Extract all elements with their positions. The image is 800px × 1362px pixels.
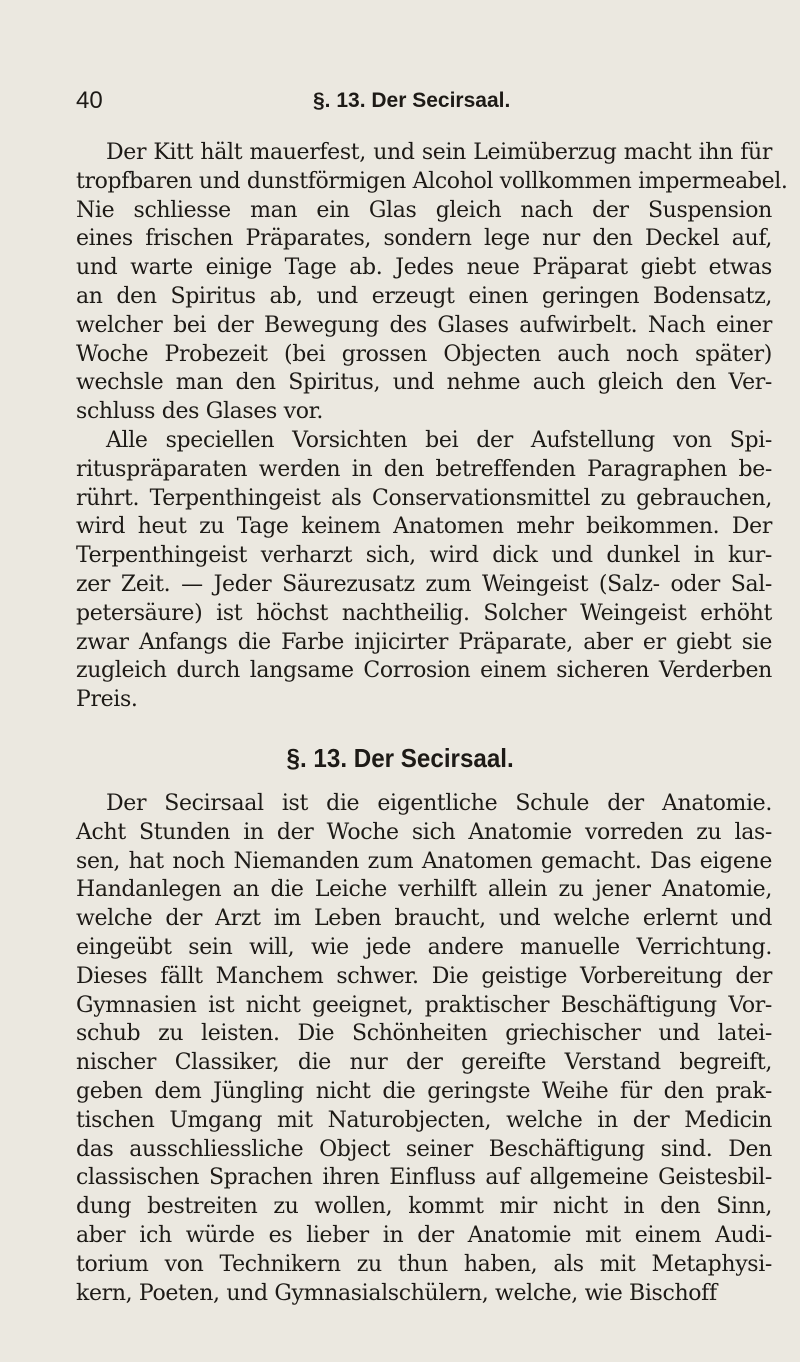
text-line: wechsle man den Spiritus, und nehme auch gleich den Ver- [76, 370, 772, 396]
text-line: Alle speciellen Vorsichten bei der Aufstellung von Spi- [106, 427, 772, 453]
text-line: Terpenthingeist verharzt sich, wird dick und dunkel in kur- [76, 543, 772, 569]
text-line: schluss des Glases vor. [76, 399, 323, 425]
text-line: tropfbaren und dunstförmigen Alcohol vollkommen impermeabel. [76, 168, 788, 194]
text-line: Nie schliesse man ein Glas gleich nach der Suspension [76, 197, 772, 223]
text-line: zer Zeit. — Jeder Säurezusatz zum Weingeist (Salz- oder Sal- [76, 571, 772, 597]
text-line: Gymnasien ist nicht geeignet, praktischer Beschäftigung Vor- [76, 992, 772, 1018]
text-line: Dieses fällt Manchem schwer. Die geistige Vorbereitung der [76, 963, 772, 989]
text-line: Der Kitt hält mauerfest, und sein Leimüberzug macht ihn für [106, 140, 772, 165]
text-line: eingeübt sein will, wie jede andere manuelle Verrichtung. [76, 934, 772, 960]
text-line: geben dem Jüngling nicht die geringste Weihe für den prak- [76, 1078, 772, 1104]
text-line: zugleich durch langsame Corrosion einem sicheren Verderben [76, 658, 772, 684]
text-line: rührt. Terpenthingeist als Conservationsmittel zu gebrauchen, [76, 485, 772, 511]
running-head [76, 86, 716, 116]
text-line: Woche Probezeit (bei grossen Objecten auch noch später) [76, 341, 772, 367]
page-number: 40 [76, 87, 103, 114]
text-line: Der Secirsaal ist die eigentliche Schule der Anatomie. [106, 791, 772, 816]
text-line: torium von Technikern zu thun haben, als mit Metaphysi- [76, 1251, 772, 1277]
text-line: aber ich würde es lieber in der Anatomie mit einem Audi- [76, 1222, 772, 1248]
text-line: petersäure) ist höchst nachtheilig. Solcher Weingeist erhöht [76, 600, 772, 626]
paragraph [76, 427, 772, 715]
text-line: an den Spiritus ab, und erzeugt einen geringen Bodensatz, [76, 283, 772, 309]
text-line: nischer Classiker, die nur der gereifte Verstand begreift, [76, 1050, 772, 1076]
text-block-lower [76, 790, 772, 1308]
text-line: kern, Poeten, und Gymnasialschülern, welche, wie Bischoff [76, 1280, 717, 1306]
text-line: wird heut zu Tage keinem Anatomen mehr beikommen. Der [76, 514, 772, 540]
text-line: sen, hat noch Niemanden zum Anatomen gemacht. Das eigene [76, 848, 772, 874]
text-line: und warte einige Tage ab. Jedes neue Präparat giebt etwas [76, 255, 772, 281]
text-line: dung bestreiten zu wollen, kommt mir nicht in den Sinn, [76, 1194, 772, 1220]
text-line: Acht Stunden in der Woche sich Anatomie vorreden zu las- [76, 819, 772, 845]
section-heading-text: §. 13. Der Secirsaal. [286, 743, 514, 773]
text-line: rituspräparaten werden in den betreffenden Paragraphen be- [76, 456, 772, 482]
text-line: welcher bei der Bewegung des Glases aufwirbelt. Nach einer [76, 312, 772, 338]
paragraph [76, 139, 788, 427]
text-line: zwar Anfangs die Farbe injicirter Präparate, aber er giebt sie [76, 629, 772, 655]
text-line: welche der Arzt im Leben braucht, und welche erlernt und [76, 906, 772, 932]
text-line: eines frischen Präparates, sondern lege nur den Deckel auf, [76, 226, 772, 252]
text-block-upper [76, 139, 788, 715]
text-line: Preis. [76, 687, 138, 713]
paragraph [76, 790, 772, 1308]
text-line: tischen Umgang mit Naturobjecten, welche in der Medicin [76, 1107, 772, 1133]
section-heading [0, 740, 800, 776]
text-line: schub zu leisten. Die Schönheiten griechischer und latei- [76, 1021, 772, 1047]
text-line: Handanlegen an die Leiche verhilft allein zu jener Anatomie, [76, 877, 772, 903]
text-line: classischen Sprachen ihren Einfluss auf allgemeine Geistesbil- [76, 1165, 772, 1191]
text-line: das ausschliessliche Object seiner Beschäftigung sind. Den [76, 1136, 772, 1162]
running-head-title: §. 13. Der Secirsaal. [313, 89, 511, 112]
